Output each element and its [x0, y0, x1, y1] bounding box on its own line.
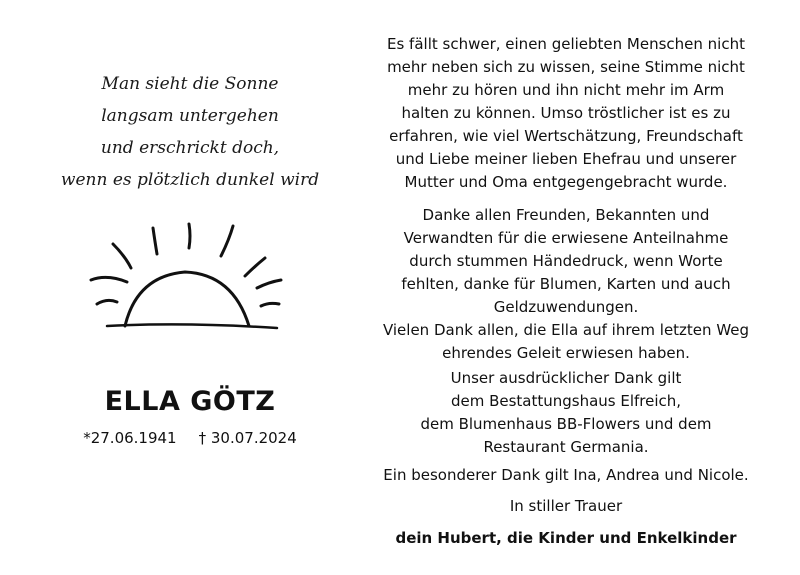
thanks-paragraph — [350, 33, 782, 194]
text-line: Geldzuwendungen. — [493, 298, 639, 316]
poem — [35, 68, 345, 196]
birth-date: *27.06.1941 — [83, 429, 177, 447]
text-line: erfahren, wie viel Wertschätzung, Freundschaft — [389, 127, 743, 145]
poem-line: Man sieht die Sonne — [101, 74, 279, 94]
thanks-paragraph — [350, 464, 782, 487]
text-line: dem Blumenhaus BB-Flowers und dem — [420, 415, 712, 433]
thanks-text — [350, 33, 782, 550]
text-line: Ein besonderer Dank gilt Ina, Andrea und Nicole. — [383, 466, 749, 484]
thanks-paragraph — [350, 204, 782, 319]
poem-line: und erschrickt doch, — [100, 138, 280, 158]
thanks-paragraph — [350, 367, 782, 459]
poem-line: wenn es plötzlich dunkel wird — [60, 170, 320, 190]
text-line: dem Bestattungshaus Elfreich, — [450, 392, 682, 410]
text-line: halten zu können. Umso tröstlicher ist es zu — [401, 104, 731, 122]
signature: dein Hubert, die Kinder und Enkelkinder — [395, 529, 737, 547]
text-line: Restaurant Germania. — [483, 438, 649, 456]
text-line: ehrendes Geleit erwiesen haben. — [442, 344, 690, 362]
text-line: mehr neben sich zu wissen, seine Stimme nicht — [387, 58, 745, 76]
poem-line: langsam untergehen — [101, 106, 279, 126]
poem-block — [35, 68, 345, 196]
text-line: Danke allen Freunden, Bekannten und — [422, 206, 710, 224]
text-line: durch stummen Händedruck, wenn Worte — [409, 252, 723, 270]
text-line: fehlten, danke für Blumen, Karten und auch — [401, 275, 731, 293]
text-line: mehr zu hören und ihn nicht mehr im Arm — [407, 81, 725, 99]
life-dates — [35, 429, 345, 447]
text-line: Unser ausdrücklicher Dank gilt — [450, 369, 682, 387]
closing-line: In stiller Trauer — [509, 497, 623, 515]
death-date: † 30.07.2024 — [198, 429, 297, 447]
deceased-name: ELLA GÖTZ — [104, 386, 276, 417]
text-line: Mutter und Oma entgegengebracht wurde. — [404, 173, 728, 191]
sunset-icon — [85, 218, 285, 338]
text-line: und Liebe meiner lieben Ehefrau und unserer — [395, 150, 737, 168]
text-line: Vielen Dank allen, die Ella auf ihrem letzten Weg — [382, 321, 750, 339]
thanks-paragraph — [350, 319, 782, 365]
text-line: Verwandten für die erwiesene Anteilnahme — [403, 229, 729, 247]
text-line: Es fällt schwer, einen geliebten Menschen nicht — [387, 35, 745, 53]
